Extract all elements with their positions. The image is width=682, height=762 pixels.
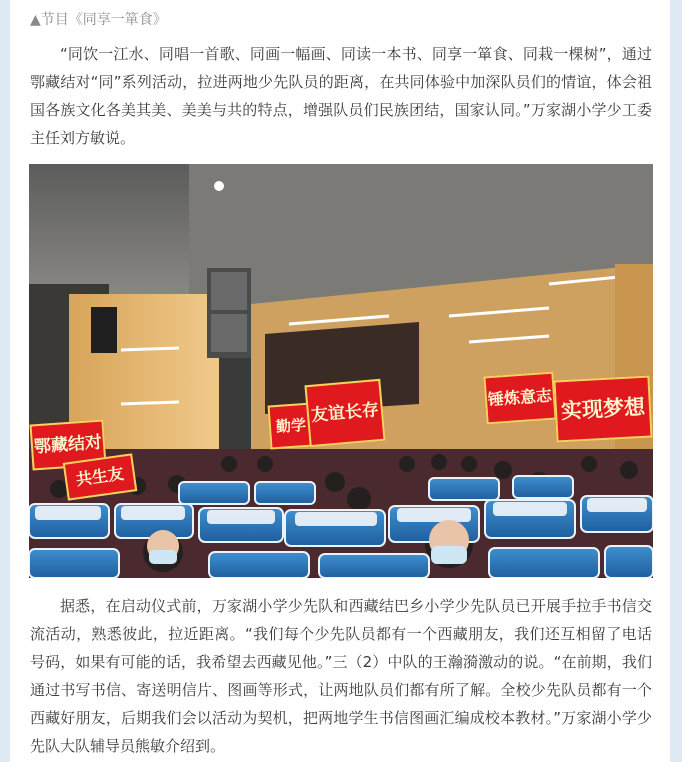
sign-you-yi-chang-cun: 友谊长存 [304, 379, 385, 447]
article-paragraph: “同饮一江水、同唱一首歌、同画一幅画、同读一本书、同享一箪食、同栽一棵树”，通过鄂藏结对“同”系列活动，拉进两地少先队员的距离，在共同体验中加深队员们的情谊，体会祖国各族文化各美其美、美美与共的特点，增强队员们民族团结，国家认同。”万家湖小学少工委主任刘方敏说。 [30, 45, 652, 147]
article-card [10, 0, 670, 762]
article-paragraph: 据悉，在启动仪式前，万家湖小学少先队和西藏结巴乡小学少先队员已开展手拉手书信交流活动，熟悉彼此，拉近距离。“我们每个少先队员都有一个西藏朋友，我们还互相留了电话号码，如果有可能的话，我希望去西藏见他。”三（2）中队的王瀚漪激动的说。“在前期，我们通过书写书信、寄送明信片、图画等形式，让两地队员们都有所了解。全校少先队员都有一个西藏好朋友，后期我们会以活动为契机，把两地学生书信图画汇编成校本教材。”万家湖小学少先队大队辅导员熊敏介绍到。 [30, 597, 652, 755]
sign-shi-xian-meng-xiang: 实现梦想 [553, 376, 652, 443]
sign-qin-xue: 勤学 [268, 403, 315, 450]
sign-e-zang-jie-dui: 鄂藏结对 [29, 419, 106, 470]
photo-caption: ▲节目《同享一箪食》 [30, 12, 167, 28]
sign-gong-sheng-you: 共生友 [63, 453, 138, 500]
event-photo [29, 164, 653, 578]
sign-chui-lian-yi-zhi: 锤炼意志 [483, 372, 556, 425]
auditorium-scene [29, 164, 653, 578]
